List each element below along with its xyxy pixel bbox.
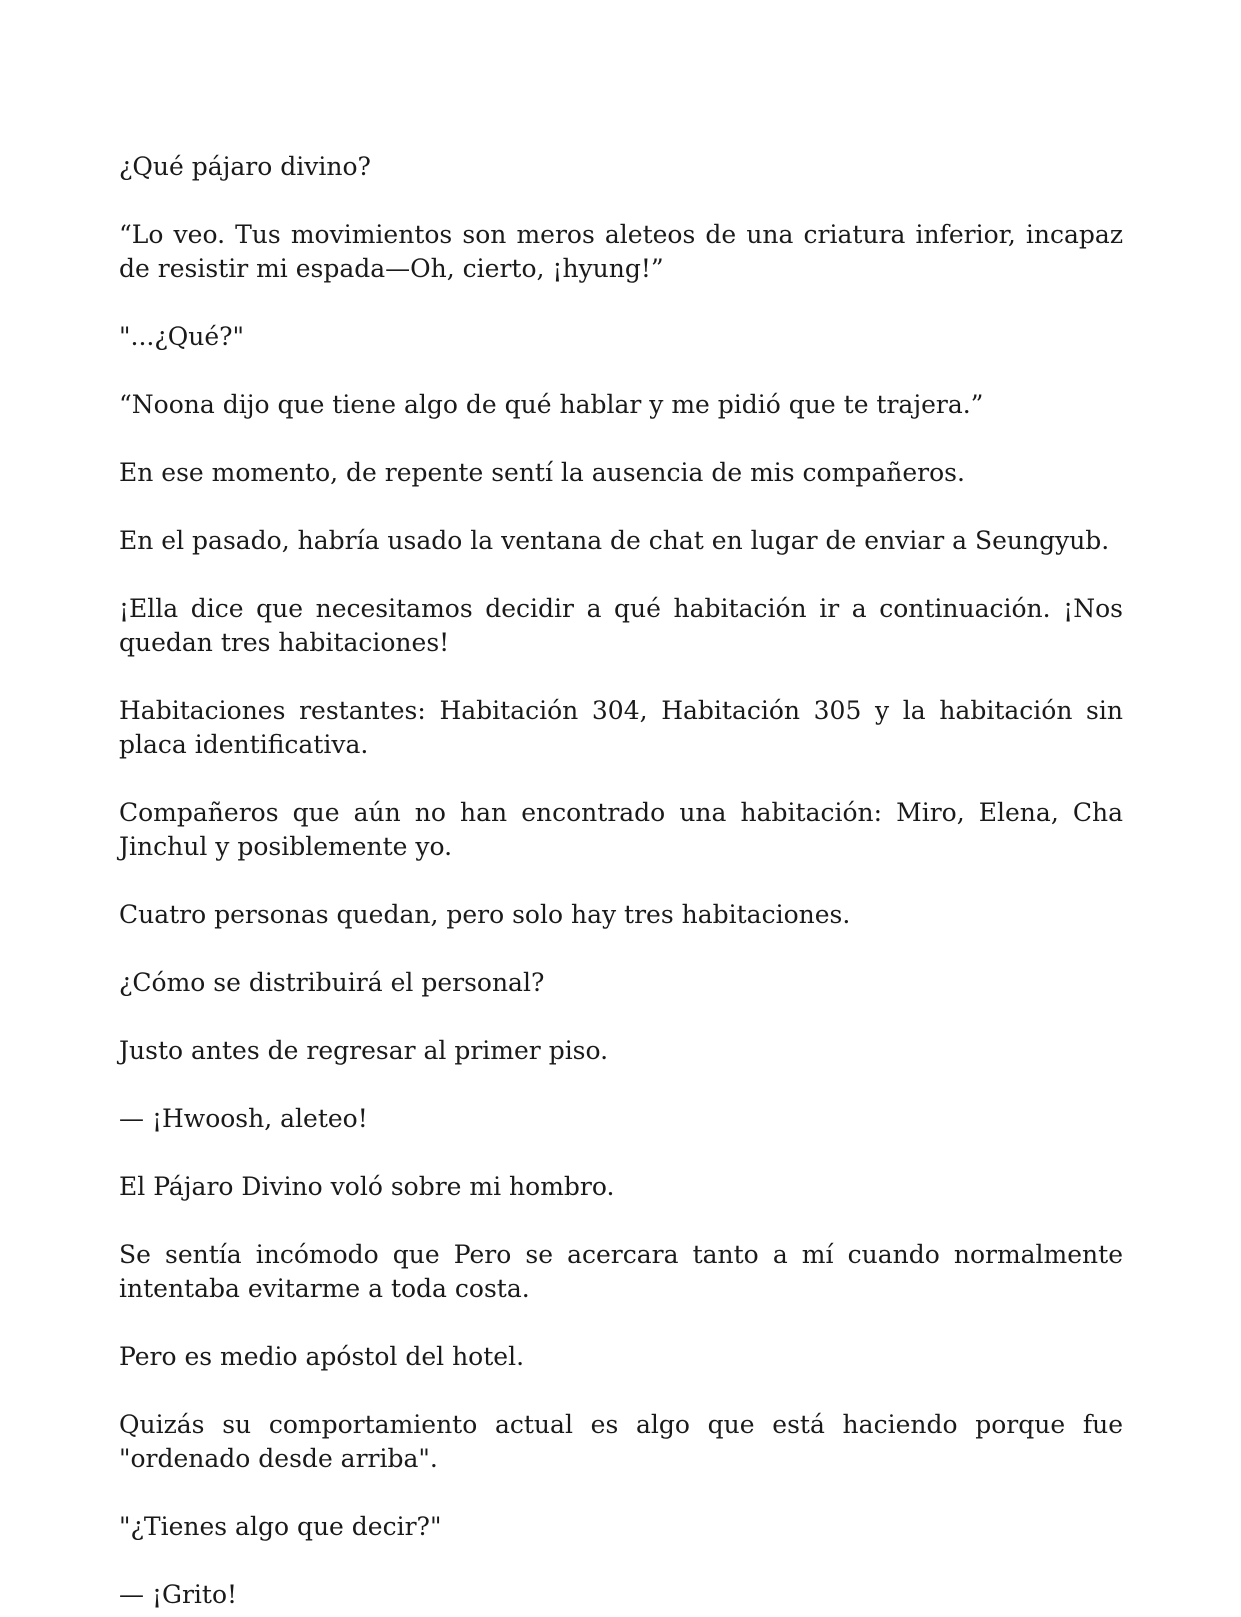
paragraph-16: Pero es medio apóstol del hotel. (119, 1342, 525, 1371)
paragraph-5: En ese momento, de repente sentí la ausencia de mis compañeros. (119, 458, 965, 487)
paragraph-14: El Pájaro Divino voló sobre mi hombro. (119, 1172, 615, 1201)
paragraph-3: "...¿Qué?" (119, 322, 245, 351)
paragraph-4: “Noona dijo que tiene algo de qué hablar y me pidió que te trajera.” (119, 390, 984, 419)
paragraph-7: ¡Ella dice que necesitamos decidir a qué habitación ir a continuación. ¡Nos quedan tres habitaciones! (119, 594, 1123, 657)
paragraph-2: “Lo veo. Tus movimientos son meros aleteos de una criatura inferior, incapaz de resistir mi espada—Oh, cierto, ¡hyung!” (119, 220, 1123, 283)
paragraph-15: Se sentía incómodo que Pero se acercara tanto a mí cuando normalmente intentaba evitarme a toda costa. (119, 1240, 1123, 1303)
paragraph-11: ¿Cómo se distribuirá el personal? (119, 968, 545, 997)
paragraph-9: Compañeros que aún no han encontrado una habitación: Miro, Elena, Cha Jinchul y posiblemente yo. (119, 798, 1123, 861)
paragraph-17: Quizás su comportamiento actual es algo que está haciendo porque fue "ordenado desde arriba". (119, 1410, 1123, 1473)
paragraph-6: En el pasado, habría usado la ventana de chat en lugar de enviar a Seungyub. (119, 526, 1110, 555)
paragraph-8: Habitaciones restantes: Habitación 304, Habitación 305 y la habitación sin placa identificativa. (119, 696, 1123, 759)
paragraph-1: ¿Qué pájaro divino? (119, 152, 371, 181)
paragraph-12: Justo antes de regresar al primer piso. (119, 1036, 609, 1065)
paragraph-19: — ¡Grito! (119, 1580, 238, 1609)
paragraph-13: — ¡Hwoosh, aleteo! (119, 1104, 368, 1133)
document-body (119, 150, 1123, 1617)
paragraph-10: Cuatro personas quedan, pero solo hay tres habitaciones. (119, 900, 851, 929)
paragraph-18: "¿Tienes algo que decir?" (119, 1512, 442, 1541)
